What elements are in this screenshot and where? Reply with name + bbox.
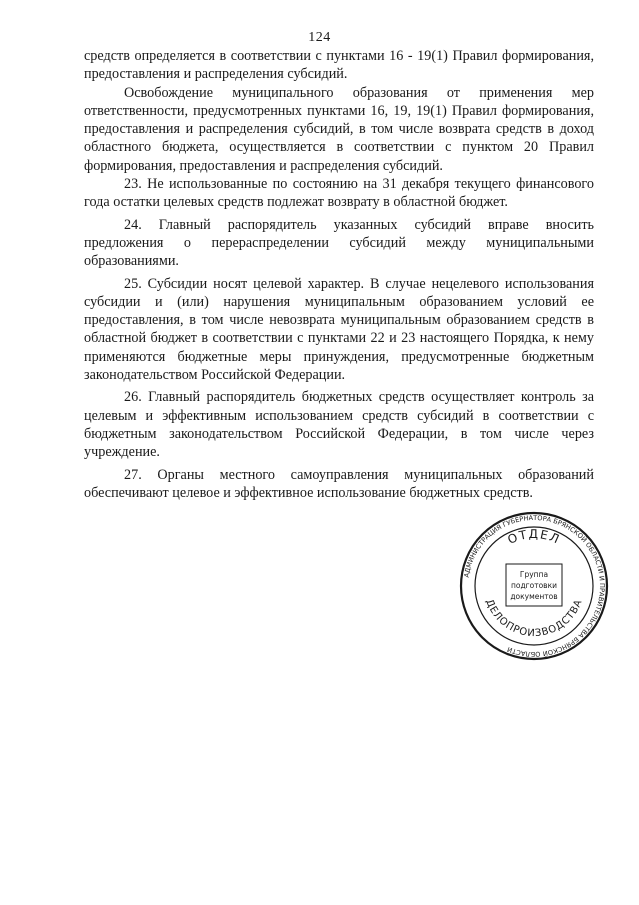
paragraph: 23. Не использованные по состоянию на 31 декабря текущего финансового года остатки целевых средств подлежат возврату в областной бюджет. [84, 176, 594, 211]
document-body [84, 47, 594, 502]
paragraph: 26. Главный распорядитель бюджетных средств осуществляет контроль за целевым и эффективным использованием средств субсидий в соответствии с бюджетным законодательством Российской Федерации, в том числе через учреждение. [84, 389, 594, 461]
stamp-outer-text: АДМИНИСТРАЦИЯ ГУБЕРНАТОРА БРЯНСКОЙ ОБЛАСТИ И ПРАВИТЕЛЬСТВА БРЯНСКОЙ ОБЛАСТИ [462, 513, 607, 659]
page-number: 124 [308, 30, 331, 45]
stamp-center-line: документов [510, 592, 558, 601]
stamp-seal-icon [458, 510, 610, 662]
office-stamp [458, 510, 610, 662]
stamp-ring-bottom: ДЕЛОПРОИЗВОДСТВА [483, 597, 585, 640]
paragraph: средств определяется в соответствии с пунктами 16 - 19(1) Правил формирования, предоставления и распределения субсидий. [84, 48, 594, 83]
stamp-ring-top: ОТДЕЛ [505, 526, 563, 547]
stamp-center-line: подготовки [511, 581, 557, 590]
paragraph: 25. Субсидии носят целевой характер. В случае нецелевого использования субсидии и (или) нарушения муниципальным образованием условий ее предоставления, в том числе невозврата муниципальным образованием средств в областной бюджет в соответствии с пунктами 22 и 23 настоящего Порядка, к нему применяются бюджетные меры принуждения, предусмотренные бюджетным законодательством Российской Федерации. [84, 275, 594, 384]
paragraph: 24. Главный распорядитель указанных субсидий вправе вносить предложения о перераспределении субсидий между муниципальными образованиями. [84, 216, 594, 270]
stamp-center-line: Группа [519, 570, 549, 579]
paragraph: 27. Органы местного самоуправления муниципальных образований обеспечивают целевое и эффективное использование бюджетных средств. [84, 466, 594, 501]
paragraph: Освобождение муниципального образования от применения мер ответственности, предусмотренных пунктами 16, 19, 19(1) Правил формирования, предоставления и распределения субсидий, в том числе возврата средств в доход областного бюджета, осуществляется в соответствии с пунктом 20 Правил формирования, предоставления и распределения субсидий. [84, 84, 594, 174]
